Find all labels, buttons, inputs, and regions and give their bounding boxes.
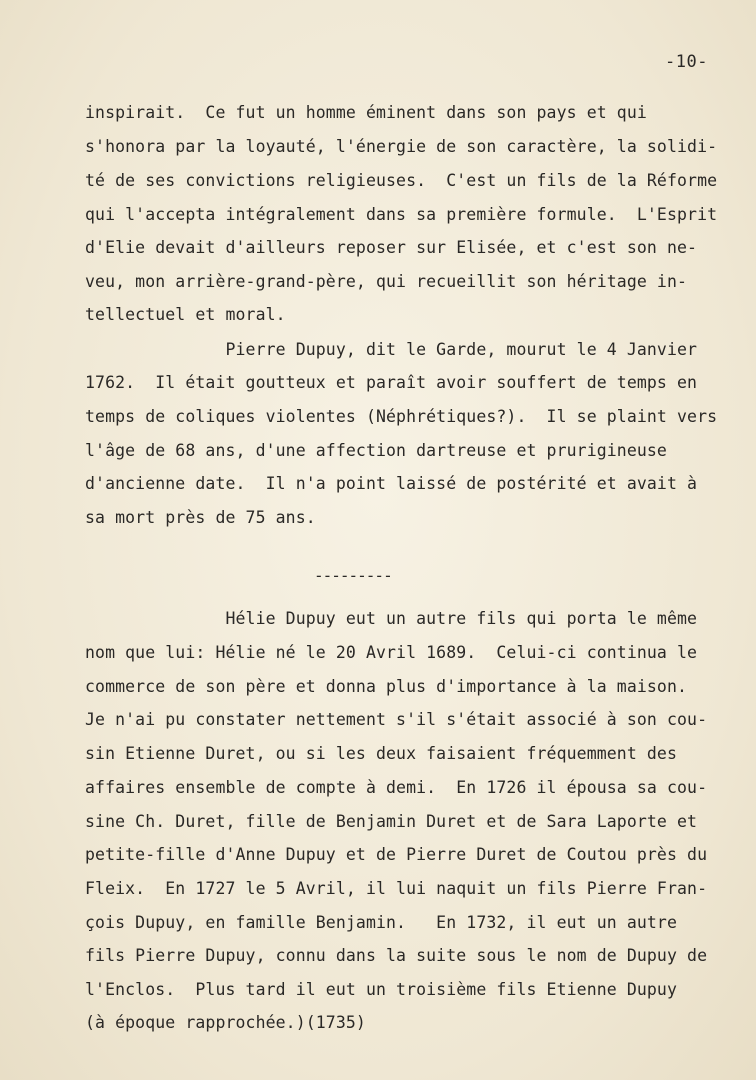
text-line: té de ses convictions religieuses. C'est un fils de la Réforme [85,171,718,190]
text-line: qui l'accepta intégralement dans sa première formule. L'Esprit [85,205,718,224]
page-number: -10- [665,52,708,72]
text-line: petite-fille d'Anne Dupuy et de Pierre Duret de Coutou près du [85,845,708,864]
text-line: d'ancienne date. Il n'a point laissé de postérité et avait à [85,474,698,493]
text-line: inspirait. Ce fut un homme éminent dans son pays et qui [85,103,647,122]
text-line: Fleix. En 1727 le 5 Avril, il lui naquit un fils Pierre Fran- [85,879,708,898]
text-line: Hélie Dupuy eut un autre fils qui porta le même [85,609,698,628]
text-line: s'honora par la loyauté, l'énergie de son caractère, la solidi- [85,137,718,156]
text-line: (à époque rapprochée.)(1735) [85,1013,366,1032]
text-line: l'Enclos. Plus tard il eut un troisième fils Etienne Dupuy [85,980,677,999]
section-separator: --------- [314,566,392,585]
text-line: d'Elie devait d'ailleurs reposer sur Elisée, et c'est son ne- [85,238,698,257]
text-line: tellectuel et moral. [85,305,286,324]
text-line: sine Ch. Duret, fille de Benjamin Duret et de Sara Laporte et [85,812,698,831]
text-line: sa mort près de 75 ans. [85,508,316,527]
text-line: affaires ensemble de compte à demi. En 1726 il épousa sa cou- [85,778,708,797]
text-line: Je n'ai pu constater nettement s'il s'était associé à son cou- [85,710,708,729]
text-line: commerce de son père et donna plus d'importance à la maison. [85,677,688,696]
text-line: çois Dupuy, en famille Benjamin. En 1732, il eut un autre [85,913,677,932]
text-line: 1762. Il était goutteux et paraît avoir souffert de temps en [85,373,698,392]
text-line: Pierre Dupuy, dit le Garde, mourut le 4 Janvier [85,340,698,359]
text-line: fils Pierre Dupuy, connu dans la suite sous le nom de Dupuy de [85,946,708,965]
text-line: temps de coliques violentes (Néphrétiques?). Il se plaint vers [85,407,718,426]
text-line: nom que lui: Hélie né le 20 Avril 1689. Celui-ci continua le [85,643,698,662]
text-line: l'âge de 68 ans, d'une affection dartreuse et pruriginеuse [85,441,667,460]
text-line: sin Etienne Duret, ou si les deux faisaient fréquemment des [85,744,677,763]
text-line: veu, mon arrière-grand-père, qui recueillit son héritage in- [85,272,688,291]
